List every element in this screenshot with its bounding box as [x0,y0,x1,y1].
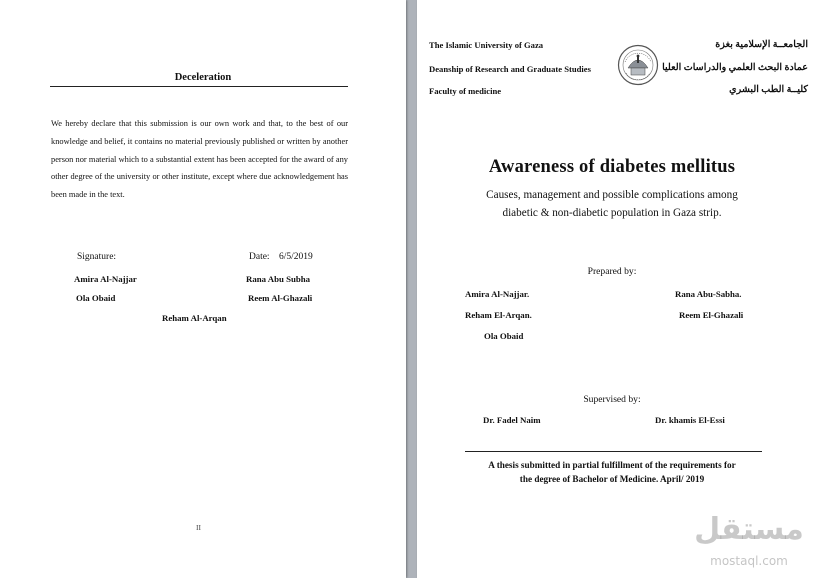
supervised-by-label: Supervised by: [583,394,641,405]
header-university-ar: الجامعــة الإسلامية بغزة [715,39,808,50]
thesis-subtitle-line: diabetic & non-diabetic population in Gaza strip. [502,207,722,219]
prepared-by-label: Prepared by: [587,266,637,277]
author-name: Reem El-Ghazali [679,310,744,320]
heading-divider [50,86,348,87]
signer-name: Rana Abu Subha [246,274,311,284]
header-university-en: The Islamic University of Gaza [429,40,544,50]
title-page [417,0,822,578]
header-faculty-en: Faculty of medicine [429,86,502,96]
author-name: Reham El-Arqan. [465,310,532,320]
declaration-heading: Deceleration [174,72,232,83]
thesis-note-line: the degree of Bachelor of Medicine. April/ 2019 [519,474,705,484]
supervisor-name: Dr. Fadel Naim [483,415,541,425]
header-deanship-en: Deanship of Research and Graduate Studies [429,64,591,74]
signer-name: Reem Al-Ghazali [248,293,313,303]
watermark-url: mostaql.com [710,554,788,568]
signature-label: Signature: [77,252,117,262]
thesis-divider [465,451,762,452]
watermark-brand: مستقل [694,512,804,547]
watermark [694,512,804,572]
thesis-title: Awareness of diabetes mellitus [488,157,736,177]
thesis-note-line: A thesis submitted in partial fulfillment of the requirements for [488,460,736,470]
date-label: Date: [249,252,270,262]
signer-name: Amira Al-Najjar [74,274,137,284]
supervisor-name: Dr. khamis El-Essi [655,415,725,425]
author-name: Amira Al-Najjar. [465,289,530,299]
header-faculty-ar: كليــة الطب البشري [729,84,808,95]
signer-name: Reham Al-Arqan [162,313,227,323]
header-deanship-ar: عمادة البحث العلمي والدراسات العليا [662,62,808,73]
author-name: Ola Obaid [484,331,524,341]
thesis-subtitle-line: Causes, management and possible complications among [486,189,738,201]
signer-name: Ola Obaid [76,293,116,303]
declaration-text: We hereby declare that this submission is our own work and that, to the best of our knowledge and belief, it contains no material previously published or written by another person nor material which to a substantial extent has been accepted for the award of any other degree of the university or other institute, except where due acknowledgement has been made in the text. [51,119,348,200]
date-value: 6/5/2019 [279,252,313,262]
author-name: Rana Abu-Sabha. [675,289,742,299]
declaration-page [0,0,406,578]
page-number: II [196,523,201,532]
